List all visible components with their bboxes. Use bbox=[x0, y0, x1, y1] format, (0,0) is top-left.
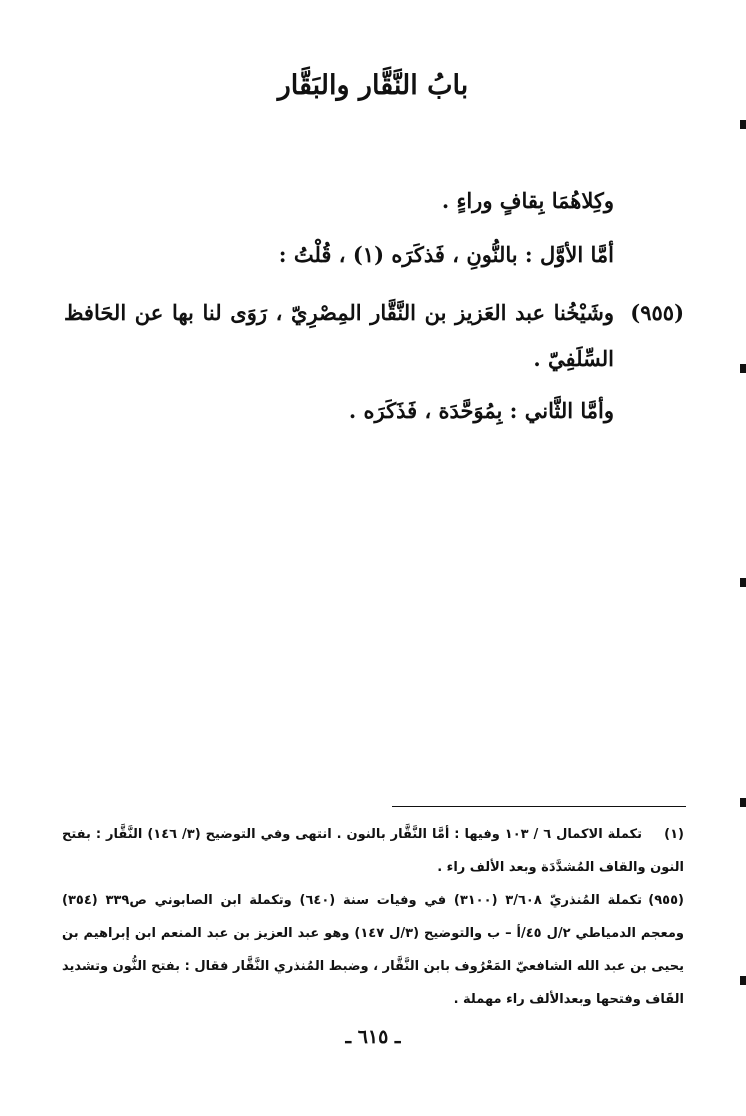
footnote-number: (١) bbox=[664, 827, 684, 842]
section-title: بابُ النَّقَّار والبَقَّار bbox=[277, 70, 469, 101]
scan-edge-mark bbox=[740, 798, 746, 807]
footnote-text: تكملة الاكمال ٦ / ١٠٣ وفيها : أمَّا النَّقَّار بالنون . انتهى وفي التوضيح (٣/ ١٤٦) النَّقَّار : بفتح النون والقاف المُشدَّدَة وبعد الألف راء . bbox=[62, 827, 684, 875]
page-number: ـ ٦١٥ ـ bbox=[345, 1026, 401, 1048]
body-line-1: وكِلاهُمَا بِقافٍ وراءٍ . bbox=[441, 188, 614, 213]
entry-text: وشَيْخُنا عبد العَزيز بن النَّقَّار المِصْرِيّ ، رَوَى لنا بها عن الحَافظ السِّلَفِيّ . bbox=[64, 300, 614, 371]
scan-edge-mark bbox=[740, 120, 746, 129]
entry-955 bbox=[64, 290, 684, 382]
scan-edge-mark bbox=[740, 976, 746, 985]
closing-line: وأمَّا الثَّاني : بِمُوَحَّدَة ، فَذَكَرَه . bbox=[348, 398, 614, 423]
footnote-1 bbox=[62, 818, 684, 884]
footnote-text: تكملة المُنذريّ ٣/٦٠٨ (٣١٠٠) في وفيات سنة (٦٤٠) وتكملة ابن الصابوني ص٣٣٩ (٣٥٤) ومعجم الدمياطي ٢/ل ٤٥/أ – ب والتوضيح (٣/ل ١٤٧) وهو عبد العزيز بن عبد المنعم ابن إبراهيم بن يحيى بن عبد الله الشافعيّ المَعْرُوف بابن النَّقَّار ، وضبط المُنذري النَّقَّار فقال : بفتح النُّون وتشديد القَاف وفتحها وبعدالألف راء مهملة . bbox=[62, 893, 684, 1007]
footnote-number: (٩٥٥) bbox=[648, 893, 684, 908]
entry-number: (٩٥٥) bbox=[630, 300, 684, 325]
scan-edge-mark bbox=[740, 364, 746, 373]
footnote-955 bbox=[62, 884, 684, 1016]
scan-edge-mark bbox=[740, 578, 746, 587]
body-line-2: أمَّا الأوَّل : بالنُّونِ ، فَذكَرَه (١) ، قُلْتُ : bbox=[278, 242, 614, 267]
footnote-separator bbox=[392, 806, 686, 807]
